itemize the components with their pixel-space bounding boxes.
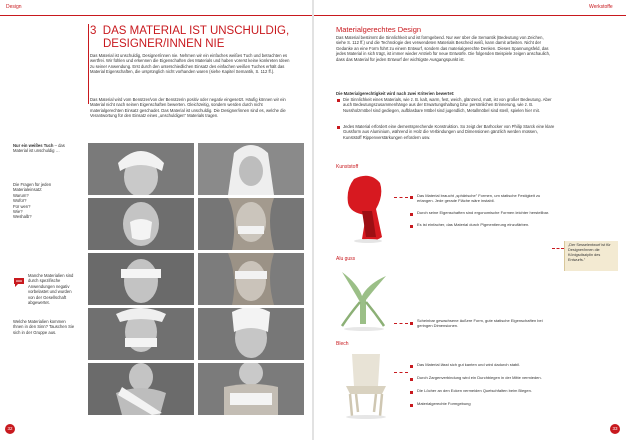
blech-bullet: Das Material lässt sich gut kanten und wird dadurch stabil. <box>417 362 521 367</box>
bullet-square-icon <box>337 126 340 129</box>
side-note-lead <box>13 143 73 154</box>
criterion-1: Die Sinnlichkeit eines Materials, wie z. B. kalt, warm, fest, weich, glänzend, matt, ist von großer Bedeutung. Aber auch Bedeutungszusammenhänge aus der Erwartungshaltung bzw. persönlichen Erinnerung, wie z. B. Nussholzmöbel sind gediegen, aufblasbare Möbel sind jugendlich, Metallmöbel sind steril, spielen hier mit. <box>343 97 552 113</box>
note-discussion: Welche Materialien kommen Ihnen in den Sinn? Tauschen Sie sich in der Gruppe aus. <box>13 319 75 335</box>
kunststoff-bullet: Das Material braucht „sphärische" Formen, um statische Festigkeit zu erlangen. Jede gerade Fläche wäre instabil. <box>417 193 541 204</box>
note-devalued-materials: Manche Materialien sind durch spezifische Anwendungen negativ vorbelastet und wurden von der Gesellschaft abgewertet. <box>28 273 74 306</box>
kunststoff-bullet: Es ist einfacher, das Material durch Pigmentierung einzufärben. <box>417 222 530 227</box>
question-line: Die Fragen für jeden <box>13 182 52 187</box>
right-page-header: Werkstoffe <box>589 4 613 10</box>
paragraph-1: Das Material ist unschuldig, Designer/innen nie. Nehmen wir ein einfaches weißes Tuch und betrachten es wertfrei. Wir fühlen und erkennen die Eigenschaften des Materials und haben vorerst keine konkreten Ideen zu seiner Anwendung. Erst durch den unterschiedlichen Einsatz des einfachen weißen Tuches erhält das Material Eigenschaften, die ursprünglich nicht vorhanden waren (siehe Kapitel Semantik, S. 112 ff.). <box>90 53 290 75</box>
aluminium-stool-image <box>336 266 392 332</box>
photo-cloth-bandage <box>198 308 304 360</box>
photo-cloth-blindfold <box>88 253 194 305</box>
chapter-title-line2: DESIGNER/INNEN NIE <box>103 37 225 50</box>
plastic-chair-image <box>336 173 396 245</box>
right-page <box>314 0 626 440</box>
question-line: Wie? <box>13 209 23 215</box>
chapter-title <box>90 25 289 50</box>
bullet-square-icon <box>410 378 413 381</box>
chapter-number: 3 <box>90 25 97 37</box>
paragraph-2: Das Material wird vom Benützer/von der Benützerin positiv oder negativ eingesetzt. Häufig können wir ein Material nicht nach seinen Eigenschaften bewerten. Gleichzeitig, sondern werden durch nicht materialgerechten Einsatz geschadet. Das Material ist unschuldig. Die Designer/innen sind es, welche die Verantwortung für den Einsatz eines „unschuldigen" Materials tragen. <box>90 97 286 119</box>
left-page-number: 32 <box>5 424 15 434</box>
aluguss-bullet: Scheinbar gewachsene äußere Form, gute statische Eigenschaften bei geringen Dimensionen. <box>417 318 543 329</box>
bullet-square-icon <box>337 99 340 102</box>
photo-cloth-veil <box>198 143 304 195</box>
bullet-square-icon <box>410 391 413 394</box>
chapter-title-line1: DAS MATERIAL IST UNSCHULDIG, <box>102 25 290 37</box>
criteria-heading: Die Materialgerechtigkeit wird nach zwei Kriterien bewertet: <box>336 91 455 96</box>
speech-bubble-icon <box>13 275 25 286</box>
question-line: Für wen? <box>13 203 31 209</box>
connector-line <box>394 372 408 373</box>
right-page-number: 33 <box>610 424 620 434</box>
blech-bullet: Materialgerechte Formgebung <box>417 401 471 406</box>
bullet-square-icon <box>410 196 413 199</box>
question-line: Weshalb? <box>13 214 32 220</box>
criterion-2: Jedes Material erfordert eine dementsprechende Konstruktion. So zeigt der Barhocker von Philip Starck eine klare Gussform aus Aluminium, während in Holz die Verbindungen und Dimensionen gänzlich werden müssen, Kunststoff Rippenverstärkungen erfordern usw. <box>343 124 555 140</box>
bullet-square-icon <box>410 225 413 228</box>
photo-cloth-top <box>198 363 304 415</box>
sheet-metal-chair-image <box>336 350 394 420</box>
section-aluguss-title: Alu guss <box>336 256 356 262</box>
quote-box: „Der Sesselentwurf ist für Designer/innen die Königsdisziplin des Entwurfs." <box>564 241 618 271</box>
header-rule <box>0 15 312 16</box>
section-kunststoff-title: Kunststoff <box>336 164 359 170</box>
section-title: Materialgerechtes Design <box>336 25 422 34</box>
question-line: Materialeinsatz: <box>13 187 43 193</box>
photo-cloth-head-wrap <box>88 143 194 195</box>
side-note-lead-rest: – das Material ist unschuldig … <box>13 143 65 154</box>
kunststoff-bullet: Durch seine Eigenschaften sind ergonomische Formen leichter herstellbar. <box>417 210 550 215</box>
photo-cloth-mouth <box>198 198 304 250</box>
bullet-square-icon <box>410 213 413 216</box>
title-rule <box>88 24 89 104</box>
quote-connector <box>552 248 564 249</box>
questions-list <box>13 182 75 220</box>
left-page-header: Design <box>6 4 22 10</box>
connector-line <box>394 197 408 198</box>
blech-bullet: Die Löcher an den Ecken vermeiden Quetschfalten beim Biegen. <box>417 388 532 393</box>
left-page <box>0 0 312 440</box>
connector-line <box>394 323 408 324</box>
question-line: Wofür? <box>13 198 27 204</box>
header-rule <box>314 15 626 16</box>
question-line: Warum? <box>13 192 29 198</box>
bullet-square-icon <box>410 404 413 407</box>
photo-cloth-nose <box>88 198 194 250</box>
bullet-square-icon <box>410 322 413 325</box>
photo-cloth-gag <box>88 308 194 360</box>
photo-cloth-eyes <box>198 253 304 305</box>
section-blech-title: Blech <box>336 341 349 347</box>
photo-cloth-sling <box>88 363 194 415</box>
intro-text: Das Material bestimmt die Sinnlichkeit und ist formgebend. Nur wer über die Semantik (Bedeutung von Zeichen, siehe S. 112 ff.) und die Technologie des verwendeten Materials Bescheid weiß, kann damit arbeiten. Nicht der Gedanke an eine Form führt zu einem Entwurf, sondern das materialgerechte Denken. Dieses Spannungsfeld, das jedes Material in sich trägt, ist immer wieder Antrieb für neue Entwürfe. Die folgenden Beispiele zeigen anschaulich, dass das Material für jeden Entwurf der wichtigste Ausgangspunkt ist. <box>336 35 551 62</box>
side-note-lead-bold: Nur ein weißes Tuch <box>13 143 54 148</box>
blech-bullet: Durch Zargenverbindung wird ein Durchbiegen in der Mitte vermieden. <box>417 375 542 380</box>
bullet-square-icon <box>410 365 413 368</box>
